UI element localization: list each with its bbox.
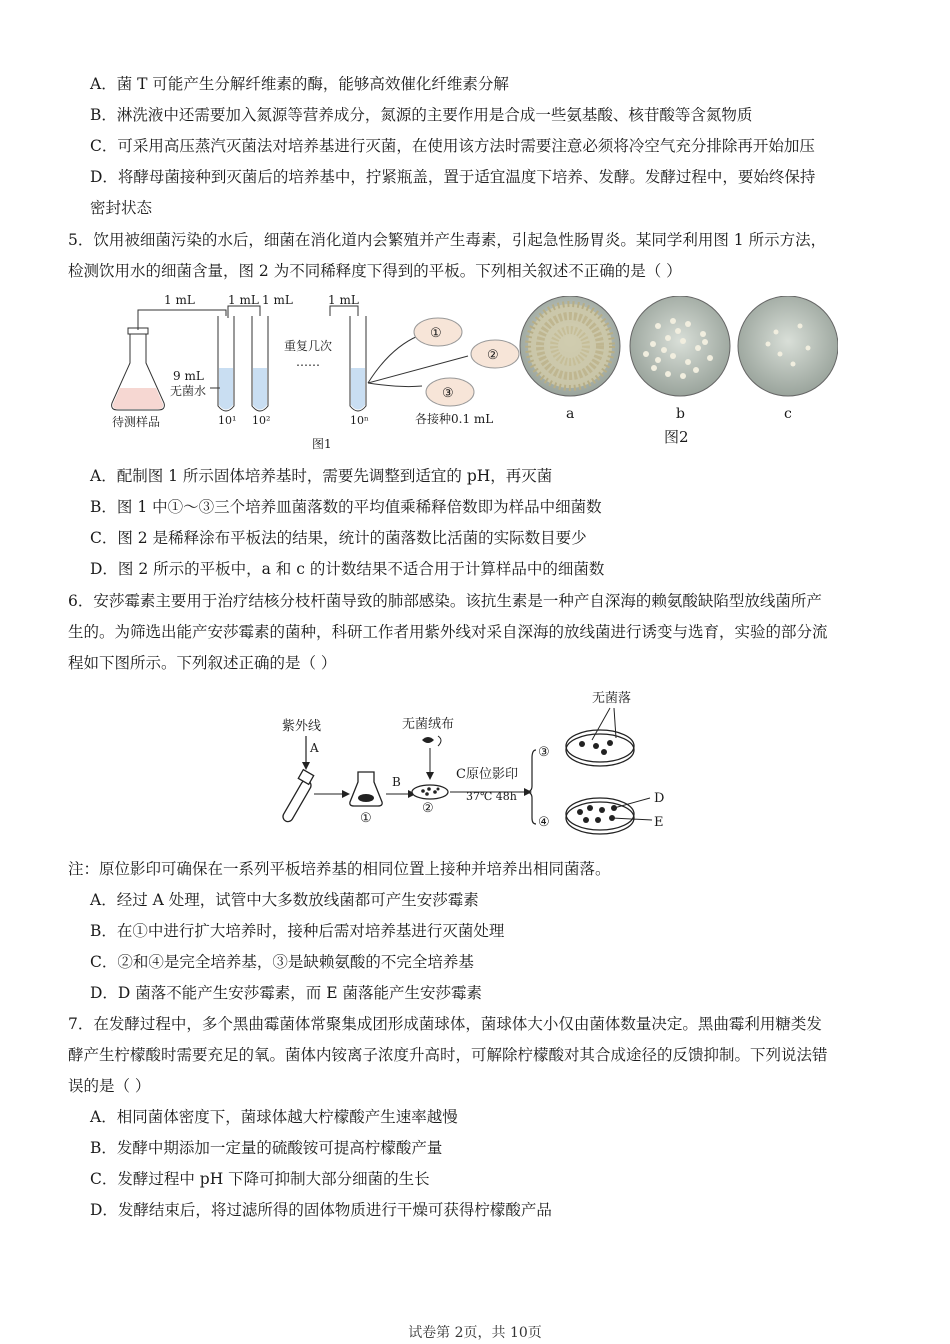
plate-c-label: c <box>784 406 792 422</box>
plate-2-number: ② <box>422 801 434 816</box>
plate-3-number: ③ <box>538 745 550 760</box>
q4-option-c: C．可采用高压蒸汽灭菌法对培养基进行灭菌，在使用该方法时需要注意必须将冷空气充分排除再开始加压 <box>90 137 815 155</box>
sample-label: 待测样品 <box>112 415 161 429</box>
tube-2 <box>252 316 268 411</box>
colony-e-label: E <box>654 815 664 830</box>
water-label: 无菌水 <box>170 384 207 398</box>
ml-label-1: 1 mL <box>164 293 195 307</box>
q7-option-b: B．发酵中期添加一定量的硫酸铵可提高柠檬酸产量 <box>90 1139 443 1157</box>
plate-4 <box>566 798 634 834</box>
plate-1 <box>414 318 462 346</box>
flask-number: ① <box>360 811 372 826</box>
no-colony-label: 无菌落 <box>592 691 632 706</box>
q6-stem-line2: 生的。为筛选出能产安莎霉素的菌种，科研工作者用紫外线对采自深海的放线菌进行诱变与选育，实验的部分流 <box>68 623 828 641</box>
plate-a <box>520 296 620 396</box>
velvet-label: 无菌绒布 <box>402 717 455 732</box>
q4-option-d: D．将酵母菌接种到灭菌后的培养基中，拧紧瓶盖，置于适宜温度下培养、发酵。发酵过程中，要始终保持 <box>90 168 816 186</box>
tube-label-n: 10ⁿ <box>350 414 369 427</box>
flask-1 <box>350 772 382 806</box>
tube-n <box>350 316 366 411</box>
tube-1 <box>218 316 234 411</box>
sample-flask <box>112 328 165 410</box>
step-b-label: B <box>392 775 401 789</box>
q5-stem-line2: 检测饮用水的细菌含量，图 2 为不同稀释度下得到的平板。下列相关叙述不正确的是（ ） <box>68 262 682 280</box>
repeat-label: 重复几次 <box>284 339 333 353</box>
svg-text:①: ① <box>430 326 442 341</box>
q7-stem-line2: 酵产生柠檬酸时需要充足的氧。菌体内铵离子浓度升高时，可解除柠檬酸对其合成途径的反馈抑制。下列说法错 <box>68 1046 828 1064</box>
page-footer: 试卷第 2页，共 10页 <box>408 1325 542 1341</box>
plate-b-label: b <box>676 406 685 422</box>
step-a-label: A <box>310 741 319 755</box>
q6-stem-line3: 程如下图所示。下列叙述正确的是（ ） <box>68 654 337 672</box>
figure-2-caption: 图2 <box>664 428 689 446</box>
q5-figure-2 <box>518 296 838 446</box>
q5-option-a: A．配制图 1 所示固体培养基时，需要先调整到适宜的 pH，再灭菌 <box>90 467 553 485</box>
q6-option-c: C．②和④是完全培养基，③是缺赖氨酸的不完全培养基 <box>90 953 474 971</box>
q6-note: 注：原位影印可确保在一系列平板培养基的相同位置上接种并培养出相同菌落。 <box>68 860 611 878</box>
plate-b <box>630 296 730 396</box>
q7-option-d: D．发酵结束后，将过滤所得的固体物质进行干燥可获得柠檬酸产品 <box>90 1201 552 1219</box>
uv-label: 紫外线 <box>282 719 322 734</box>
figure-1-caption: 图1 <box>312 437 332 451</box>
q5-option-b: B．图 1 中①～③三个培养皿菌落数的平均值乘稀释倍数即为样品中细菌数 <box>90 498 602 516</box>
q6-flow-figure <box>270 686 690 836</box>
plate-a-label: a <box>566 406 575 422</box>
plate-3 <box>426 378 474 406</box>
q6-stem-line1: 6．安莎霉素主要用于治疗结核分枝杆菌导致的肺部感染。该抗生素是一种产自深海的赖氨酸缺陷型放线菌所产 <box>68 592 822 610</box>
q4-option-d-cont: 密封状态 <box>90 199 153 217</box>
q7-stem-line3: 误的是（ ） <box>68 1077 151 1095</box>
q5-stem-line1: 5．饮用被细菌污染的水后，细菌在消化道内会繁殖并产生毒素，引起急性肠胃炎。某同学利用图 1 所示方法， <box>68 231 827 249</box>
q6-option-d: D．D 菌落不能产生安莎霉素，而 E 菌落能产生安莎霉素 <box>90 984 482 1002</box>
q7-option-c: C．发酵过程中 pH 下降可抑制大部分细菌的生长 <box>90 1170 430 1188</box>
plate-c <box>738 296 838 396</box>
colony-d-label: D <box>654 791 665 806</box>
inoculate-label: 各接种0.1 mL <box>415 412 494 426</box>
replica-label: C原位影印 <box>456 767 518 782</box>
q6-option-a: A．经过 A 处理，试管中大多数放线菌都可产生安莎霉素 <box>90 891 479 909</box>
q5-option-d: D．图 2 所示的平板中，a 和 c 的计数结果不适合用于计算样品中的细菌数 <box>90 560 605 578</box>
svg-text:③: ③ <box>442 386 454 401</box>
ml-label-2: 1 mL <box>228 293 259 307</box>
q6-option-b: B．在①中进行扩大培养时，接种后需对培养基进行灭菌处理 <box>90 922 505 940</box>
ml-label-3: 1 mL <box>262 293 293 307</box>
q7-option-a: A．相同菌体密度下，菌球体越大柠檬酸产生速率越慢 <box>90 1108 458 1126</box>
tube-label-1: 10¹ <box>218 414 237 427</box>
incubation-label: 37℃ 48h <box>466 790 517 803</box>
q5-option-c: C．图 2 是稀释涂布平板法的结果，统计的菌落数比活菌的实际数目要少 <box>90 529 587 547</box>
ml-label-4: 1 mL <box>328 293 359 307</box>
plate-4-number: ④ <box>538 815 550 830</box>
repeat-dots: …… <box>296 355 320 369</box>
q7-stem-line1: 7．在发酵过程中，多个黑曲霉菌体常聚集成团形成菌球体，菌球体大小仅由菌体数量决定。黑曲霉利用糖类发 <box>68 1015 822 1033</box>
plate-3 <box>566 730 634 766</box>
plate-2 <box>471 340 519 368</box>
plate-2 <box>412 785 448 799</box>
q4-option-a: A．菌 T 可能产生分解纤维素的酶，能够高效催化纤维素分解 <box>90 75 509 93</box>
tube-label-2: 10² <box>252 414 271 427</box>
test-tube <box>281 770 314 824</box>
water-volume: 9 mL <box>173 369 204 383</box>
q4-option-b: B．淋洗液中还需要加入氮源等营养成分，氮源的主要作用是合成一些氨基酸、核苷酸等含氮物质 <box>90 106 753 124</box>
svg-text:②: ② <box>487 348 499 363</box>
q5-figure-1 <box>100 288 520 458</box>
